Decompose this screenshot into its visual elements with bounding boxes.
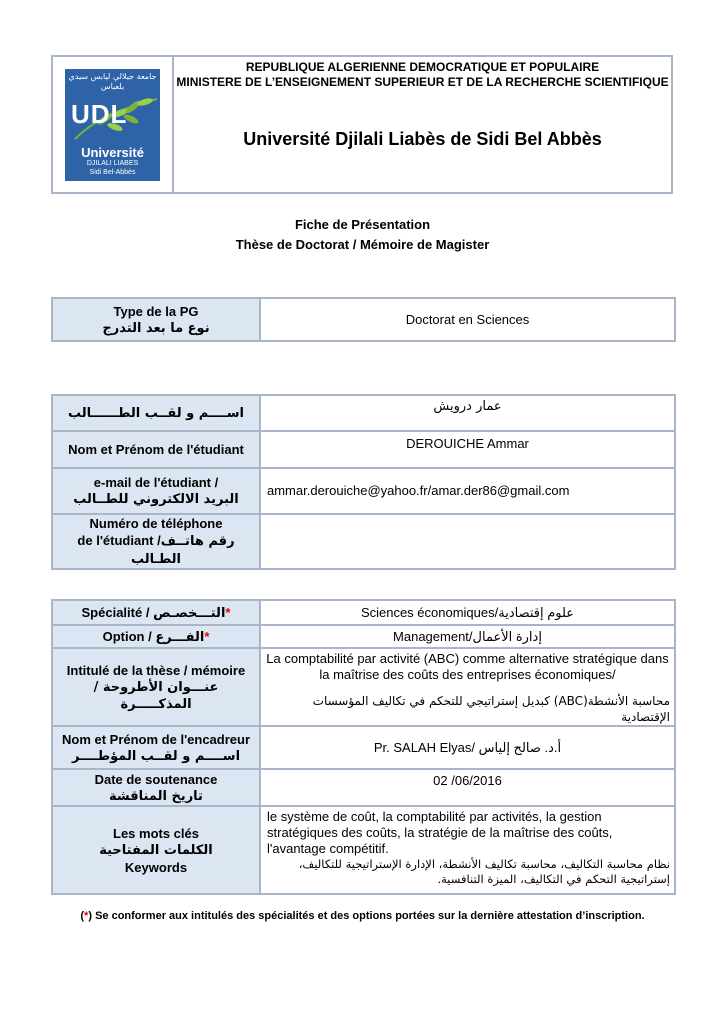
intitule-ar: محاسبة الأنشطة(ABC) كبديل إستراتيجي للتحكم في تكاليف المؤسسات الإقتصادية xyxy=(312,694,670,724)
pg-label-fr: Type de la PG xyxy=(113,303,199,319)
thesis-table xyxy=(51,599,676,895)
pg-label xyxy=(52,298,260,341)
header-box xyxy=(51,55,673,194)
republic-line: REPUBLIQUE ALGERIENNE DEMOCRATIQUE ET POPULAIRE xyxy=(245,60,600,74)
specialite-value: Sciences économiques/علوم إقتصادية xyxy=(260,600,675,625)
intitule-fr: La comptabilité par activité (ABC) comme alternative stratégique dans la maîtrise des coûts des entreprises économiques/ xyxy=(266,651,669,682)
student-email-label-fr: e-mail de l'étudiant / xyxy=(93,475,219,490)
student-phone-label-fr2: de l'étudiant / xyxy=(77,533,161,548)
student-table xyxy=(51,394,676,570)
intitule-value xyxy=(260,648,675,726)
intitule-label xyxy=(52,648,260,726)
keywords-label-en: Keywords xyxy=(124,859,188,875)
note-paren-close: ) xyxy=(88,910,92,922)
header-text xyxy=(174,57,671,192)
student-name-fr-label: Nom et Prénom de l'étudiant xyxy=(52,431,260,468)
student-email-value: ammar.derouiche@yahoo.fr/amar.der86@gmail.com xyxy=(260,468,675,514)
student-email-label-ar: البريد الالكتروني للطــالب xyxy=(73,492,239,507)
specialite-label xyxy=(52,600,260,625)
university-logo xyxy=(65,69,160,181)
pg-label-ar: نوع ما بعد التدرج xyxy=(102,320,210,336)
note-text: Se conformer aux intitulés des spécialités et des options portées sur la dernière attestation d’inscription. xyxy=(95,910,645,922)
fiche-title: Fiche de Présentation xyxy=(294,217,431,232)
keywords-value xyxy=(260,806,675,894)
logo-mark: UDL xyxy=(71,99,128,129)
logo-cell xyxy=(53,57,174,192)
encadreur-label-fr: Nom et Prénom de l'encadreur xyxy=(61,731,251,747)
encadreur-label xyxy=(52,726,260,769)
logo-arabic-text: جامعة جيلالي ليابس سيدي بلعباس xyxy=(68,72,157,91)
required-asterisk: * xyxy=(204,629,210,644)
footnote xyxy=(0,910,725,922)
pg-value: Doctorat en Sciences xyxy=(260,298,675,341)
encadreur-value: Pr. SALAH Elyas/ أ.د. صالح إلياس xyxy=(260,726,675,769)
encadreur-label-ar: اســــم و لقــب المؤطــــر xyxy=(71,748,241,764)
option-label-text: Option / الفـــرع xyxy=(102,629,205,644)
specialite-label-text: Spécialité / التـــخصـص xyxy=(81,605,226,620)
logo-name: Université xyxy=(81,145,144,160)
student-name-ar-label: اســــم و لقــب الطــــــالب xyxy=(52,395,260,431)
logo-sub1: DJILALI LIABES xyxy=(86,160,139,167)
student-name-fr-value: DEROUICHE Ammar xyxy=(260,431,675,468)
keywords-label xyxy=(52,806,260,894)
ministry-line: MINISTERE DE L’ENSEIGNEMENT SUPERIEUR ET DE LA RECHERCHE SCIENTIFIQUE xyxy=(176,75,669,89)
soutenance-value: 02 /06/2016 xyxy=(260,769,675,806)
option-value: Management/إدارة الأعمال xyxy=(260,625,675,648)
logo-sub2: Sidi Bel-Abbès xyxy=(89,169,136,176)
pg-table xyxy=(51,297,676,342)
soutenance-label-fr: Date de soutenance xyxy=(94,771,218,787)
intitule-label-fr: Intitulé de la thèse / mémoire xyxy=(66,662,246,678)
keywords-label-fr: Les mots clés xyxy=(113,825,199,841)
university-name: Université Djilali Liabès de Sidi Bel Abbès xyxy=(243,129,602,149)
header-republic xyxy=(174,60,671,90)
note-paren-open: ( xyxy=(80,910,85,922)
student-phone-label-ar: رقم هاتــف الطـالب xyxy=(131,534,235,567)
student-email-label xyxy=(52,468,260,514)
soutenance-label xyxy=(52,769,260,806)
student-phone-value xyxy=(260,514,675,569)
student-phone-label xyxy=(52,514,260,569)
student-name-ar-value: عمار درويش xyxy=(260,395,675,431)
keywords-ar: نظام محاسبة التكاليف، محاسبة تكاليف الأنشطة، الإدارة الإستراتيجية للتكاليف، إستراتيجية التحكم في التكاليف، الميزة التنافسية. xyxy=(298,857,670,886)
required-asterisk: * xyxy=(84,910,89,922)
option-label xyxy=(52,625,260,648)
soutenance-label-ar: تاريخ المناقشة xyxy=(109,788,203,804)
required-asterisk: * xyxy=(225,605,231,620)
intitule-label-ar: عنـــوان الأطروحة / المذكـــــرة xyxy=(93,679,219,712)
student-phone-label-fr: Numéro de téléphone xyxy=(89,516,223,531)
keywords-fr: le système de coût, la comptabilité par activités, la gestion stratégiques des coûts, la stratégie de la maîtrise des coûts, l'avantage compétitif. xyxy=(267,809,613,856)
keywords-label-ar: الكلمات المفتاحية xyxy=(99,842,213,858)
these-title: Thèse de Doctorat / Mémoire de Magister xyxy=(235,237,490,252)
